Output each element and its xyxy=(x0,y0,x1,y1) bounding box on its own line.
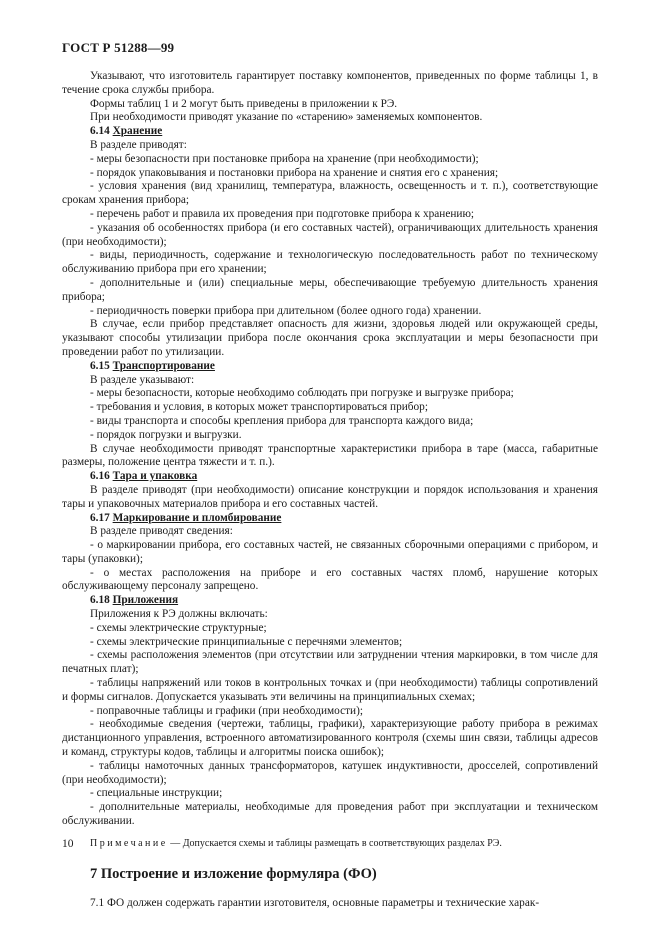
list-item: - специальные инструкции; xyxy=(90,787,223,800)
paragraph: 7.1 ФО должен содержать гарантии изготовителя, основные параметры и технические харак- xyxy=(90,896,540,909)
list-item: - схемы расположения элементов (при отсутствии или затруднении чтения маркировки, в том числе для печатных плат); xyxy=(62,649,598,676)
page-body xyxy=(62,70,598,911)
list-item: - виды транспорта и способы крепления прибора для транспорта каждого вида; xyxy=(90,414,474,427)
subsection-heading-6-15 xyxy=(62,360,598,374)
list-item: - дополнительные и (или) специальные меры, обеспечивающие требуемую длительность хранения прибора; xyxy=(62,276,598,303)
list-item: - периодичность поверки прибора при длительном (более одного года) хранении. xyxy=(90,304,482,317)
list-item: - меры безопасности при постановке прибора на хранение (при необходимости); xyxy=(90,152,479,165)
list-item: - необходимые сведения (чертежи, таблицы, графики), характеризующие работу прибора в режимах дистанционного управления, встроенного автоматизированного контроля (схемы шин связи, таблицы адресов и команд, структуры кодов, таблицы и алгоритмы поиска ошибок); xyxy=(62,718,598,759)
subsection-title: Хранение xyxy=(112,125,163,138)
list-item: - таблицы напряжений или токов в контрольных точках и (при необходимости) таблицы сопротивлений и формы сигналов. Допускается указывать эти величины на принципиальных схемах; xyxy=(62,677,598,703)
list-item: - перечень работ и правила их проведения при подготовке прибора к хранению; xyxy=(90,207,475,220)
paragraph: В случае, если прибор представляет опасность для жизни, здоровья людей или окружающей среды, указывают способы утилизации прибора после окончания срока эксплуатации и меры безопасности при проведении работ по утилизации. xyxy=(62,318,598,358)
subsection-heading-6-18 xyxy=(62,594,598,608)
list-item: - о местах расположения на приборе и его составных частях пломб, нарушение которых обслуживающему персоналу запрещено. xyxy=(62,566,598,593)
paragraph: Формы таблиц 1 и 2 могут быть приведены в приложении к РЭ. xyxy=(90,97,398,110)
subsection-title: Приложения xyxy=(112,594,179,607)
list-item: - указания об особенностях прибора (и его составных частей), ограничивающих длительность хранения (при необходимости); xyxy=(62,221,598,248)
paragraph: В случае необходимости приводят транспортные характеристики прибора в таре (масса, габаритные размеры, положение центра тяжести и т. п.). xyxy=(62,442,598,469)
lead-text: В разделе приводят сведения: xyxy=(90,525,233,538)
lead-text: В разделе указывают: xyxy=(90,373,195,386)
subsection-heading-6-16 xyxy=(62,470,598,484)
list-item: - таблицы намоточных данных трансформаторов, катушек индуктивности, дросселей, сопротивлений (при необходимости); xyxy=(62,759,598,786)
list-item: - поправочные таблицы и графики (при необходимости); xyxy=(90,704,364,717)
list-item: - требования и условия, в которых может транспортироваться прибор; xyxy=(90,401,428,414)
page-number: 10 xyxy=(62,838,74,850)
subsection-title: Маркирование и пломбирование xyxy=(112,511,282,524)
list-item: - дополнительные материалы, необходимые для проведения работ при эксплуатации и техническом обслуживании. xyxy=(62,801,598,828)
paragraph: При необходимости приводят указание по «старению» заменяемых компонентов. xyxy=(90,111,483,124)
list-item: - меры безопасности, которые необходимо соблюдать при погрузке и выгрузке прибора; xyxy=(90,387,514,400)
subsection-number: 6.18 xyxy=(90,594,110,607)
subsection-heading-6-17 xyxy=(62,512,598,526)
subsection-number: 6.17 xyxy=(90,511,110,524)
paragraph: В разделе приводят (при необходимости) описание конструкции и порядок использования и хранения тары и упаковочных материалов прибора и его составных частей. xyxy=(62,483,598,510)
list-item: - порядок погрузки и выгрузки. xyxy=(90,428,242,441)
note xyxy=(62,837,598,850)
paragraph: Указывают, что изготовитель гарантирует поставку компонентов, приведенных по форме таблицы 1, в течение срока службы прибора. xyxy=(62,70,598,96)
document-code: ГОСТ Р 51288—99 xyxy=(62,40,175,55)
list-item: - о маркировании прибора, его составных частей, не связанных сборочными операциями с прибором, и тары (упаковки); xyxy=(62,539,598,565)
list-item: - порядок упаковывания и постановки прибора на хранение и снятия его с хранения; xyxy=(90,166,499,179)
note-label: Примечание xyxy=(90,837,168,849)
subsection-number: 6.15 xyxy=(90,359,110,372)
lead-text: В разделе приводят: xyxy=(90,138,187,151)
note-text: — Допускается схемы и таблицы размещать в соответствующих разделах РЭ. xyxy=(170,837,502,849)
subsection-title: Тара и упаковка xyxy=(112,470,198,483)
subsection-number: 6.14 xyxy=(90,125,110,138)
subsection-heading-6-14 xyxy=(62,125,598,139)
section-title: 7 Построение и изложение формуляра (ФО) xyxy=(90,865,377,882)
subsection-title: Транспортирование xyxy=(112,359,215,372)
list-item: - условия хранения (вид хранилищ, температура, влажность, освещенность и т. п.), соответствующие срокам хранения прибора; xyxy=(62,180,598,207)
subsection-number: 6.16 xyxy=(90,470,110,483)
list-item: - схемы электрические структурные; xyxy=(90,621,267,634)
list-item: - виды, периодичность, содержание и технологическую последовательность работ по техническому обслуживанию прибора при его хранении; xyxy=(62,249,598,276)
lead-text: Приложения к РЭ должны включать: xyxy=(90,608,268,621)
list-item: - схемы электрические принципиальные с перечнями элементов; xyxy=(90,635,403,648)
